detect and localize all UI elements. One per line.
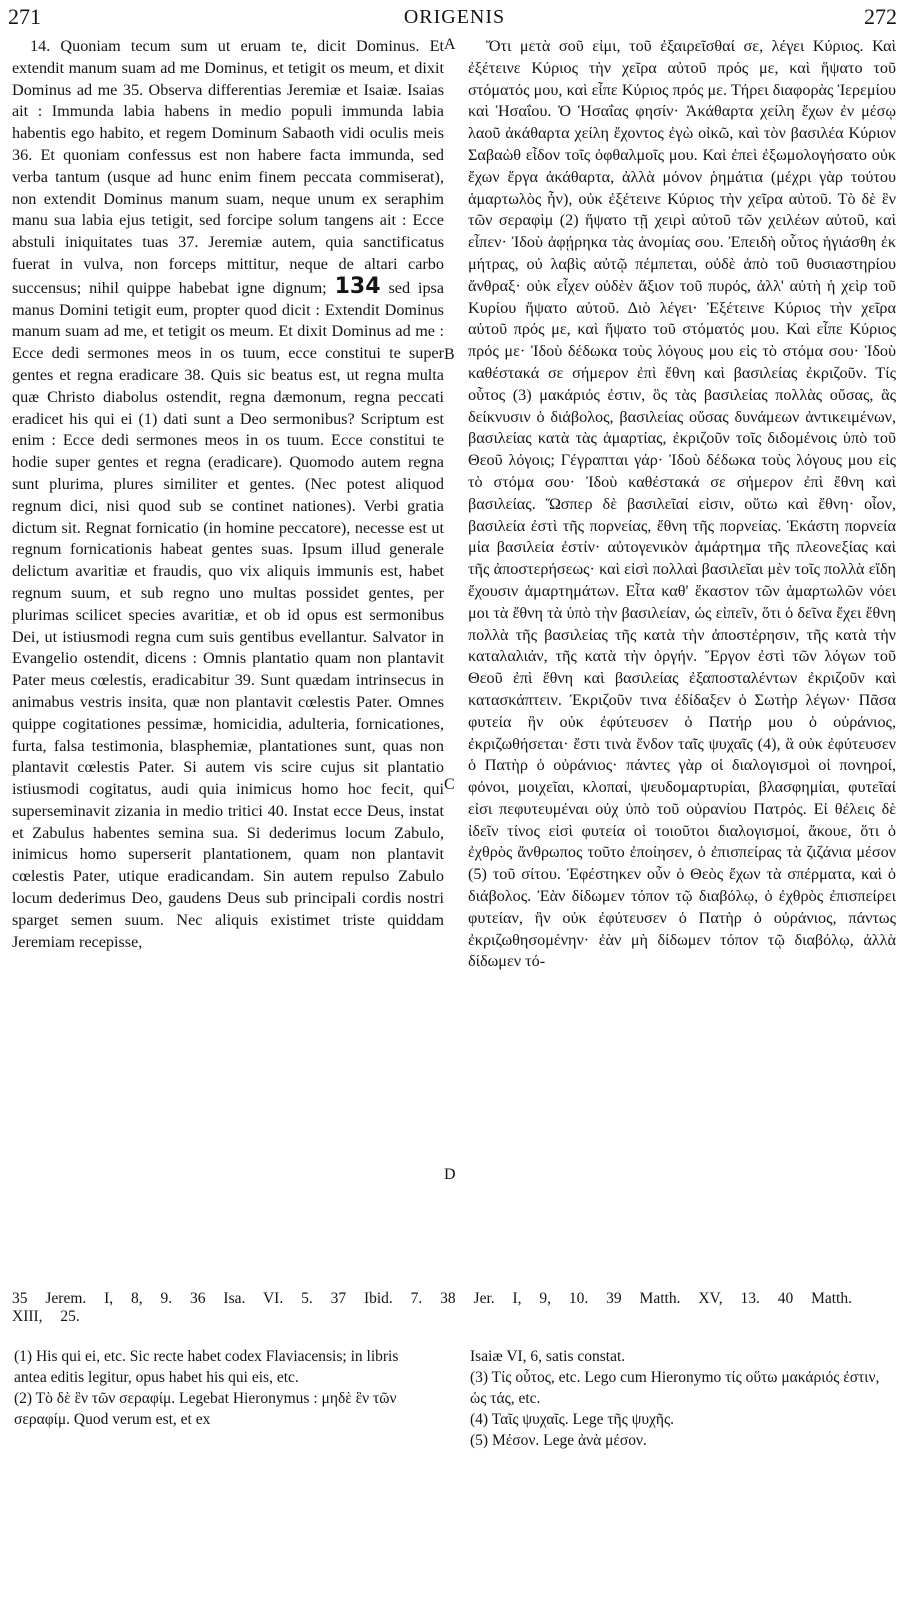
scripture-references: 35 Jerem. I, 8, 9. 36 Isa. VI. 5. 37 Ibid. 7. 38 Jer. I, 9, 10. 39 Matth. XV, 13. 40 Matth. XIII, 25. xyxy=(12,1290,852,1325)
right-page-number: 272 xyxy=(864,4,897,29)
greek-column xyxy=(468,36,896,1216)
margin-letter-c: C xyxy=(444,776,455,793)
footnote: Isaiæ VI, 6, satis constat. xyxy=(470,1348,626,1365)
column-number-marker: 134 xyxy=(334,273,381,299)
latin-text-start: 14. Quoniam tecum sum ut eruam te, dicit Dominus. Et extendit manum suam ad me Dominus, et tetigit os meum, et dixit Dominus ad me 35. Observa differentias Jeremiæ et Isaiæ. Isaias ait : Immunda labia habens in medio populi immunda labia habentis ego habito, et regem Dominum Sabaoth vidi oculis meis 36. Et quoniam confessus est non habere facta immunda, sed verba tantum (usque ad hunc enim finem peccata commiserat), non extendit Dominus manum suam, neque unum ex seraphim manu sua labia ejus tetigit, sed forcipe solum tangens ait : Ecce abstuli iniquitates tuas 37. Jeremiæ autem, quia sanctificatus fuerat in vulva, non forceps mittitur, neque de altari carbo succensus; nihil quippe habebat igne dignum; xyxy=(12,37,444,297)
footnotes-right xyxy=(470,1346,890,1451)
running-title: ORIGENIS xyxy=(403,6,506,28)
margin-letter-d: D xyxy=(444,1166,456,1183)
latin-text-continued: sed ipsa manus Domini tetigit eum, propter quod dicit : Extendit Dominus manum suam ad me, et tetigit os meum. Et dixit Dominus ad me : Ecce dedi sermones meos in os tuum, ecce constitui te super gentes et regna eradicare 38. Quis sic beatus est, ut regna multa quæ Christo diabolus ostendit, regna dæmonum, regna peccati eradicet his qui ei (1) dati sunt a Deo sermonibus? Scriptum est enim : Ecce dedi sermones meos in os tuum. Ecce constitui te hodie super gentes et regna (eradicare). Quomodo autem regna sunt plurima, plures similiter et gentes. (Nec potest aliquod regnum dici, nisi quod sub se continet nationes). Verbi gratia dictum sit. Regnat fornicatio (in homine peccatore), necesse est ut regnum fornicationis habeat gentes suas. Ipsum illud generale delictum avaritiæ et fraudis, quo vix aliquis immunis est, habet regnum suum, et sub regno uno multas possidet gentes, per plurimas scilicet species avaritiæ, et ob id opus est sermonibus Dei, ut istiusmodi regna cum suis gentibus evellantur. Salvator in Evangelio ostendit, dicens : Omnis plantatio quam non plantavit Pater meus cœlestis, eradicabitur 39. Sunt quædam intrinsecus in animabus vestris insita, quæ non plantavit cœlestis Pater. Omnes quippe cogitationes pessimæ, homicidia, adulteria, fornicationes, furta, falsa testimonia, blasphemiæ, plantationes sunt, quas non plantavit cœlestis Pater. Si autem vis scire cujus sit plantatio istiusmodi cogitatus, audi quia inimicus homo hoc fecit, qui superseminavit zizania in medio tritici 40. Instat ecce Deus, instat et Zabulus habentes semina sua. Si dederimus locum Zabulo, inimicus homo superserit plantationem, quam non plantavit cœlestis Pater, utique eradicandam. Sin autem repulso Zabulo locum dederimus Deo, gaudens Deus sub principali cordis nostri sparget semen suum. Nec aliquis existimet triste quiddam Jeremiam recepisse, xyxy=(12,278,444,951)
footnotes-left xyxy=(14,1346,434,1430)
footnote: (2) Τὸ δὲ ἓν τῶν σεραφίμ. Legebat Hieronymus : μηδὲ ἓν τῶν σεραφίμ. Quod verum est, et ex xyxy=(14,1390,397,1428)
page-header xyxy=(8,4,901,34)
footnote: (5) Μέσον. Lege ἀνὰ μέσον. xyxy=(470,1432,647,1449)
left-page-number: 271 xyxy=(8,4,41,29)
margin-letter-b: B xyxy=(444,346,455,363)
footnote: (3) Τίς οὗτος, etc. Lego cum Hieronymo τίς οὕτω μακάριός ἐστιν, ὡς τάς, etc. xyxy=(470,1369,880,1407)
greek-paragraph: Ὅτι μετὰ σοῦ εἰμι, τοῦ ἐξαιρεῖσθαί σε, λέγει Κύριος. Καὶ ἐξέτεινε Κύριος τὴν χεῖρα αὐτοῦ πρός με, καὶ ἥψατο τοῦ στόματός μου, καὶ εἶπε Κύριος πρός με. Τήρει διαφορὰς Ἱερεμίου καὶ Ἡσαΐου. Ὁ Ἡσαΐας φησίν· Ἀκάθαρτα χείλη ἔχων ἐν μέσῳ λαοῦ ἀκάθαρτα χείλη ἔχοντος ἐγὼ οἰκῶ, καὶ τὸν βασιλέα Κύριον Σαβαὼθ εἶδον τοῖς ὀφθαλμοῖς μου. Καὶ ἐπεὶ ἐξωμολογήσατο οὐκ ἔχων ἔργα ἀκάθαρτα, ἀλλὰ μόνον ῥημάτια (μέχρι γὰρ τούτου ἁμαρτωλὸς ἦν), οὐκ ἐξέτεινε Κύριος τὴν χεῖρα αὐτοῦ. Τὸ δὲ ἓν τῶν σεραφὶμ (2) ἥψατο τῇ χειρὶ αὐτοῦ τῶν χειλέων αὐτοῦ, καὶ εἶπεν· Ἰδοὺ ἀφῄρηκα τὰς ἀνομίας σου. Ἐπειδὴ οὗτος ἡγιάσθη ἐκ μήτρας, οὐ λαβὶς αὐτῷ πέμπεται, οὐδὲ ἀπὸ τοῦ θυσιαστηρίου ἄνθραξ· οὐκ εἶχεν οὐδὲν ἄξιον τοῦ πυρός, ἀλλ' αὐτὴ ἡ χεὶρ τοῦ Κυρίου ἥψατο αὐτοῦ. Διὸ λέγει· Ἐξέτεινε Κύριος τὴν χεῖρα αὐτοῦ πρός με, καὶ ἥψατο τοῦ στόματός μου. Καὶ εἶπε Κύριος πρός με· Ἰδοὺ δέδωκα τοὺς λόγους μου εἰς τὸ στόμα σου· Ἰδοὺ καθέστακά σε σήμερον ἐπὶ ἔθνη καὶ βασιλείας ἐκριζοῦν. Τίς οὗτος (3) μακάριός ἐστιν, ὃς τὰς βασιλείας πολλὰς οὔσας, ἃς δείκνυσιν ὁ διάβολος, βασιλείας οὔσας δυνάμεων ἀντικειμένων, βασιλείας κατὰ τὰς ἁμαρτίας, ἐκριζοῦν τοῖς διδομένοις ὑπὸ τοῦ Θεοῦ λόγοις; Γέγραπται γάρ· Ἰδοὺ δέδωκα τοὺς λόγους μου εἰς τὸ στόμα σου· Ἰδοὺ καθέστακά σε σήμερον ἐπὶ ἔθνη καὶ βασιλείας. Ὥσπερ δὲ βασιλεῖαί εἰσιν, οὕτω καὶ ἔθνη· οἷον, βασιλεία ἐστὶ τῆς πορνείας, ἔθνη τῆς πορνείας. Ἑκάστη πορνεία μία βασιλεία ἐστίν· αὐτογενικὸν ἁμάρτημα τῆς πλεονεξίας καὶ τῆς ἀποστερήσεως· καὶ εἰσὶ πολλαὶ βασιλεῖαι μὲν τοῖς πολλὰ εἴδη ἔχουσιν ἁμαρτημάτων. Εἶτα καθ' ἕκαστον τῶν ἁμαρτωλῶν νόει μοι τὰ ἔθνη τὰ ὑπὸ τὴν βασιλείαν, ὡς εἰπεῖν, ὅτι ὁ δεῖνα ἔχει ἔθνη πολλὰ τῆς βασιλείας τῆς κατὰ τὴν ἀποστέρησιν, τῆς κατὰ τὴν καταλαλιάν, τῆς κατὰ τὴν ὀργήν. Ἔργον ἐστὶ τῶν λόγων τοῦ Θεοῦ ἐπὶ ἔθνη καὶ βασιλείας ἐξαποσταλέντων ἐκριζοῦν καὶ κατασκάπτειν. Ἐκριζοῦν τινα ἐδίδαξεν ὁ Σωτὴρ λέγων· Πᾶσα φυτεία ἣν οὐκ ἐφύτευσεν ὁ Πατήρ μου ὁ οὐράνιος, ἐκριζωθήσεται· ἔστι τινὰ ἔνδον ταῖς ψυχαῖς (4), ἃ οὐκ ἐφύτευσεν ὁ Πατὴρ ὁ οὐράνιος· πάντες γὰρ οἱ διαλογισμοὶ οἱ πονηροί, φόνοι, μοιχεῖαι, κλοπαί, ψευδομαρτυρίαι, βλασφημίαι, φυτεῖαί εἰσι πεφυτευμέναι οὐχ ὑπὸ τοῦ οὐρανίου Πατρός. Εἰ θέλεις δὲ ἰδεῖν τίνος εἰσὶ φυτεία οἱ τοιοῦτοι διαλογισμοί, ἄκουε, ὅτι ὁ ἐχθρὸς ἄνθρωπος τοῦτο ἐποίησεν, ὁ ἐπισπείρας τὰ ζιζάνια μέσον (5) τοῦ σίτου. Ἐφέστηκεν οὖν ὁ Θεὸς ἔχων τὰ σπέρματα, καὶ ὁ διάβολος. Ἐὰν δίδωμεν τόπον τῷ διαβόλῳ, ὁ ἐχθρὸς ἐπισπείρει φυτείαν, ἣν οὐκ ἐφύτευσεν ὁ Πατὴρ ὁ οὐράνιος, πάντως ἐκριζωθησομένην· ἐὰν μὴ δίδωμεν τόπον τῷ διαβόλῳ, ἀλλὰ δίδωμεν τό- xyxy=(468,37,896,971)
margin-letters xyxy=(440,36,464,1216)
footnote: (1) His qui ei, etc. Sic recte habet codex Flaviacensis; in libris antea editis legitur, opus habet his qui eis, etc. xyxy=(14,1348,399,1386)
footnote: (4) Ταῖς ψυχαῖς. Lege τῆς ψυχῆς. xyxy=(470,1411,675,1428)
latin-paragraph xyxy=(12,36,444,953)
latin-column xyxy=(12,36,444,1216)
margin-letter-a: A xyxy=(444,36,456,53)
